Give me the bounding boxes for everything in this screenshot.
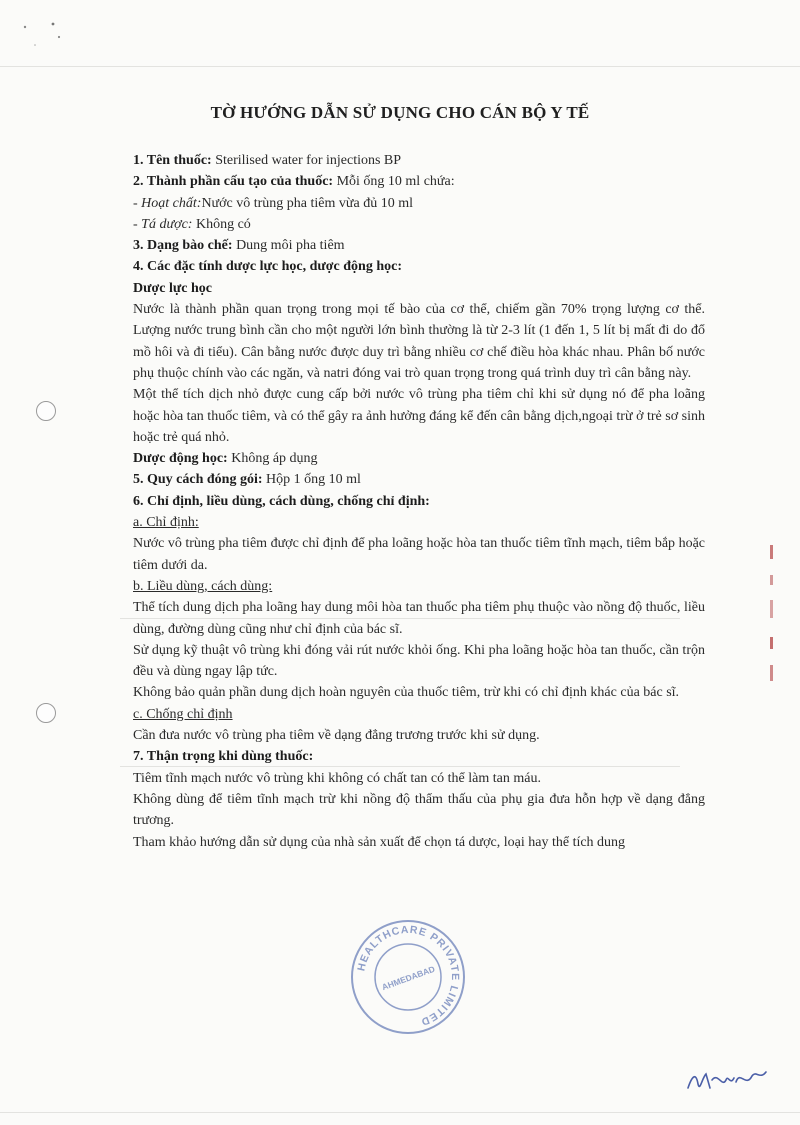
section-4-heading-text: 4. Các đặc tính dược lực học, dược động học:	[133, 259, 402, 275]
section-7-heading	[133, 746, 705, 767]
contraindication-heading	[133, 704, 705, 725]
dosage-heading-text: b. Liều dùng, cách dùng:	[133, 578, 273, 594]
dosage-text-2: Sử dụng kỹ thuật vô trùng khi đóng vải rút nước khỏi ống. Khi pha loãng hoặc hòa tan thuốc, cần trộn đều và dùng ngay lập tức.	[133, 642, 705, 680]
scan-line	[0, 1112, 800, 1113]
pharmacodynamics-heading	[133, 278, 705, 299]
section-7-heading-text: 7. Thận trọng khi dùng thuốc:	[133, 749, 314, 765]
page-title: TỜ HƯỚNG DẪN SỬ DỤNG CHO CÁN BỘ Y TẾ	[210, 103, 590, 122]
precaution-text-1: Tiêm tĩnh mạch nước vô trùng khi không có chất tan có thể làm tan máu.	[133, 770, 541, 786]
excipient-label: Tá dược:	[141, 216, 193, 232]
excipient-text: Không có	[192, 216, 251, 232]
signature	[682, 1058, 772, 1100]
section-6-heading	[133, 491, 705, 512]
active-ingredient-label: Hoạt chất:	[141, 195, 202, 211]
section-3-label: 3. Dạng bào chế:	[133, 238, 233, 254]
pharmacodynamics-paragraph-1: Nước là thành phần quan trọng trong mọi tế bào của cơ thể, chiếm gần 70% trọng lượng cơ thể. Lượng nước trung bình cần cho một người lớn bình thường là từ 2-3 lít (1 đến 1, 5 lít bị mất đi do đổ mồ hôi và đi tiểu). Cân bằng nước được duy trì bằng nhiều cơ chế điều hòa khác nhau. Phân bố nước phụ thuộc chính vào các ngăn, và natri đóng vai trò quan trọng trong quá trình duy trì cân bằng này.	[133, 302, 705, 381]
dosage-heading	[133, 576, 705, 597]
punch-hole	[36, 703, 56, 723]
active-ingredient-text: Nước vô trùng pha tiêm vừa đủ 10 ml	[201, 195, 413, 211]
section-4-heading	[133, 256, 705, 277]
stamp-center-text: AHMEDABAD	[380, 963, 437, 993]
indication-heading-text: a. Chỉ định:	[133, 515, 199, 531]
section-5	[133, 469, 705, 490]
section-3	[133, 235, 705, 256]
contraindication-heading-text: c. Chống chỉ định	[133, 706, 233, 722]
section-1-label: 1. Tên thuốc:	[133, 153, 212, 168]
scan-line	[0, 66, 800, 67]
section-2-label: 2. Thành phần cấu tạo của thuốc:	[133, 174, 334, 190]
dosage-text-3: Không bảo quản phần dung dịch hoàn nguyên của thuốc tiêm, trừ khi có chỉ định khác của bác sĩ.	[133, 685, 680, 701]
signature-stroke	[688, 1072, 766, 1088]
section-5-label: 5. Quy cách đóng gói:	[133, 472, 263, 488]
precaution-text-2: Không dùng để tiêm tĩnh mạch trừ khi nồng độ thẩm thấu của phụ gia đưa hỗn hợp về dạng đẳng trương.	[133, 791, 705, 829]
edge-marks	[762, 545, 782, 695]
pharmacokinetics-label: Dược động học:	[133, 451, 228, 467]
document-body	[133, 150, 705, 853]
indication-text: Nước vô trùng pha tiêm được chỉ định để pha loãng hoặc hòa tan thuốc tiêm tĩnh mạch, tiêm bắp hoặc tiêm dưới da.	[133, 536, 705, 573]
precaution-text-3: Tham khảo hướng dẫn sử dụng của nhà sản xuất để chọn tá dược, loại hay thể tích dung	[133, 834, 626, 850]
pharmacodynamics-paragraph-2: Một thể tích dịch nhỏ được cung cấp bởi nước vô trùng pha tiêm chỉ khi sử dụng nó để pha loãng hoặc hòa tan thuốc tiêm, và có thể gây ra ảnh hưởng đáng kể đến cân bằng dịch,ngoại trừ ở trẻ sơ sinh hoặc trẻ quá nhỏ.	[133, 387, 705, 445]
company-stamp	[346, 915, 470, 1039]
pharmacokinetics-text: Không áp dụng	[227, 451, 318, 467]
section-2	[133, 171, 705, 192]
section-6-heading-text: 6. Chỉ định, liều dùng, cách dùng, chống chỉ định:	[133, 493, 430, 509]
section-5-text: Hộp 1 ống 10 ml	[262, 472, 361, 488]
dosage-text-1: Thể tích dung dịch pha loãng hay dung môi hòa tan thuốc pha tiêm phụ thuộc vào nồng độ thuốc, liều dùng, đường dùng cũng như chỉ định của bác sĩ.	[133, 600, 705, 637]
contraindication-text: Cần đưa nước vô trùng pha tiêm về dạng đẳng trương trước khi sử dụng.	[133, 728, 540, 744]
scan-specks	[15, 15, 75, 55]
excipient: - Tá dược: Không có	[133, 216, 251, 232]
pharmacodynamics-heading-text: Dược lực học	[133, 280, 212, 296]
section-1-text: Sterilised water for injections BP	[211, 153, 402, 168]
active-ingredient: - Hoạt chất:Nước vô trùng pha tiêm vừa đủ 10 ml	[133, 195, 413, 211]
punch-hole	[36, 401, 56, 421]
indication-heading	[133, 512, 705, 533]
stamp-outer-text: HEALTHCARE PRIVATE LIMITED	[355, 923, 462, 1028]
section-2-text: Mỗi ống 10 ml chứa:	[333, 174, 455, 190]
section-3-text: Dung môi pha tiêm	[232, 238, 345, 254]
pharmacokinetics	[133, 448, 705, 469]
section-1	[133, 150, 705, 171]
